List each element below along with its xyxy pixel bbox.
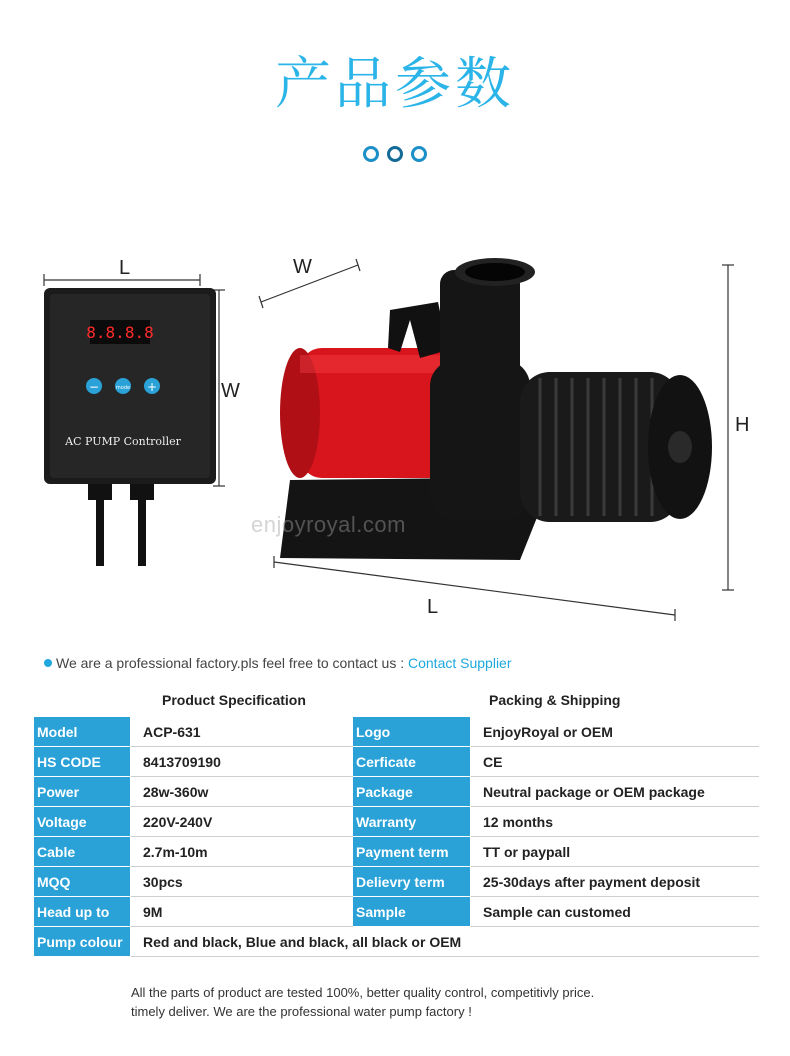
- decorative-dots: [0, 146, 790, 162]
- ship-value: 12 months: [471, 807, 759, 837]
- spec-value: 8413709190: [131, 747, 353, 777]
- plus-label: +: [146, 380, 158, 394]
- spec-value: 30pcs: [131, 867, 353, 897]
- table-row: [34, 867, 759, 897]
- pump-length-label: L: [427, 596, 439, 618]
- table-row: [34, 807, 759, 837]
- ship-key: Delievry term: [353, 867, 471, 897]
- pump-height-label: H: [735, 414, 750, 436]
- contact-line: [44, 655, 512, 671]
- spec-value: 28w-360w: [131, 777, 353, 807]
- ship-key: Payment term: [353, 837, 471, 867]
- intake-cage: [520, 372, 712, 522]
- footer-line-2: timely deliver. We are the professional water pump factory !: [131, 1004, 472, 1019]
- dot-icon: [363, 146, 379, 162]
- ship-value: TT or paypall: [471, 837, 759, 867]
- ship-value: 25-30days after payment deposit: [471, 867, 759, 897]
- spec-key: HS CODE: [34, 747, 131, 777]
- ship-key: Sample: [353, 897, 471, 927]
- dot-icon: [387, 146, 403, 162]
- pump-outlet: [440, 270, 520, 380]
- bullet-icon: [44, 659, 52, 667]
- table-row: [34, 777, 759, 807]
- pump-handle: [388, 302, 448, 358]
- mode-label: mode: [115, 385, 131, 391]
- footer-line-1: All the parts of product are tested 100%, better quality control, competitivly price.: [131, 985, 595, 1000]
- spec-key: Pump colour: [34, 927, 131, 957]
- cable: [138, 498, 146, 566]
- ship-key: Logo: [353, 717, 471, 747]
- packing-shipping-heading: Packing & Shipping: [489, 692, 621, 708]
- spec-value: 9M: [131, 897, 353, 927]
- table-row: [34, 747, 759, 777]
- ship-key: Cerficate: [353, 747, 471, 777]
- display-digits: 8.8.8.8: [86, 323, 154, 342]
- ship-value: CE: [471, 747, 759, 777]
- spec-value: Red and black, Blue and black, all black or OEM: [131, 927, 759, 957]
- contact-text: We are a professional factory.pls feel free to contact us :: [56, 655, 408, 671]
- spec-value: 2.7m-10m: [131, 837, 353, 867]
- table-row: [34, 837, 759, 867]
- controller-label: AC PUMP Controller: [65, 435, 181, 448]
- table-row: [34, 717, 759, 747]
- spec-key: Voltage: [34, 807, 131, 837]
- spec-key: Power: [34, 777, 131, 807]
- ship-value: Neutral package or OEM package: [471, 777, 759, 807]
- dot-icon: [411, 146, 427, 162]
- spec-table: [33, 716, 759, 957]
- cable: [96, 498, 104, 566]
- spec-key: Head up to: [34, 897, 131, 927]
- page-title: 产品参数: [275, 52, 515, 117]
- ship-key: Package: [353, 777, 471, 807]
- ship-key: Warranty: [353, 807, 471, 837]
- minus-label: −: [88, 380, 100, 394]
- spec-key: MQQ: [34, 867, 131, 897]
- watermark: enjoyroyal.com: [251, 512, 406, 537]
- footer-note: [131, 983, 594, 1021]
- pump-width-label: W: [293, 256, 312, 278]
- product-illustration: [0, 240, 790, 640]
- spec-value: 220V-240V: [131, 807, 353, 837]
- contact-supplier-link[interactable]: Contact Supplier: [408, 655, 512, 671]
- table-row: [34, 897, 759, 927]
- ship-value: Sample can customed: [471, 897, 759, 927]
- ship-value: EnjoyRoyal or OEM: [471, 717, 759, 747]
- controller-width-label: W: [221, 380, 240, 402]
- spec-key: Cable: [34, 837, 131, 867]
- product-spec-heading: Product Specification: [162, 692, 306, 708]
- table-row: [34, 927, 759, 957]
- spec-value: ACP-631: [131, 717, 353, 747]
- pump-housing: [430, 360, 530, 520]
- spec-key: Model: [34, 717, 131, 747]
- controller-length-label: L: [119, 257, 131, 279]
